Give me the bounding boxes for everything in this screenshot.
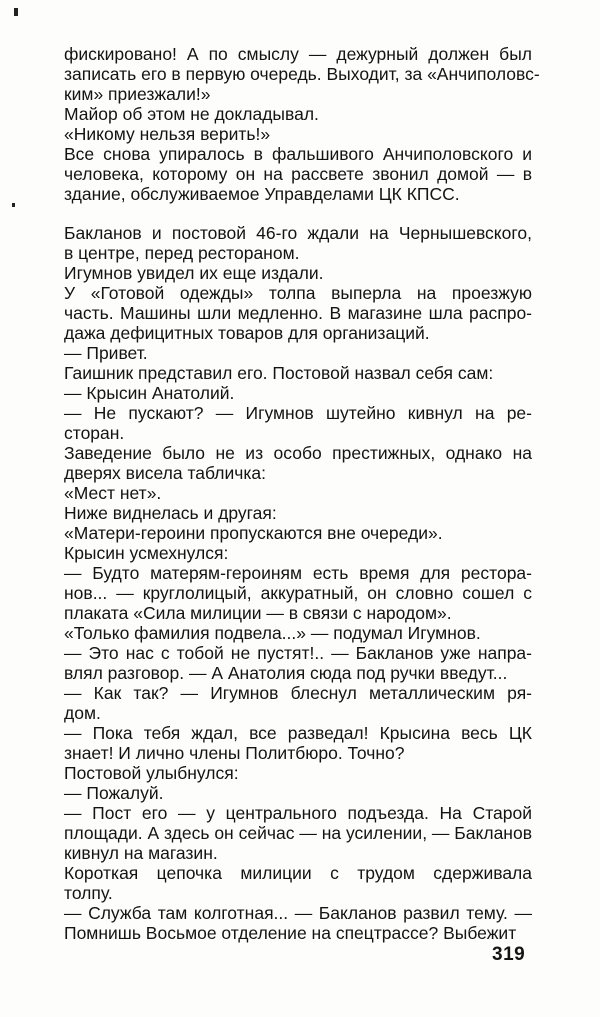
text-line: Ниже виднелась и другая: [64,503,277,523]
text-line: нов... — круглолицый, аккуратный, он словно сошел с [64,583,532,603]
text-line: Бакланов и постовой 46-го ждали на Чернышевского, [64,223,532,243]
paragraph [64,643,532,683]
text-line: Крысин усмехнулся: [64,543,229,563]
paragraph [64,223,532,263]
paragraph [64,543,532,563]
paragraph [64,443,532,483]
paragraph [64,44,540,104]
paragraph [64,763,532,783]
text-line: — Будто матерям-героиням есть время для рестора- [64,563,532,583]
paragraph [64,363,532,383]
text-line: — Как так? — Игумнов блеснул металлическим ря- [64,683,532,703]
text-line: в центре, перед рестораном. [64,243,300,263]
text-line: «Никому нельзя верить!» [64,124,271,144]
text-line: «Только фамилия подвела...» — подумал Игумнов. [64,623,481,643]
text-line: — Это нас с тобой не пустят!.. — Бакланов уже напра- [64,643,532,663]
text-line: Игумнов увидел их еще издали. [64,263,324,283]
text-line: «Мест нет». [64,483,162,503]
text-line: сторан. [64,423,125,443]
paragraph [64,283,532,343]
text-line: Все снова упиралось в фальшивого Анчиполовского и [64,144,532,164]
paragraph [64,104,532,124]
text-line: дом. [64,703,101,723]
page-number: 319 [492,944,526,965]
paragraph [64,343,532,363]
text-line: Постовой улыбнулся: [64,763,239,783]
text-line: площади. А здесь он сейчас — на усилении, — Бакланов [64,823,532,843]
paragraph [64,483,532,503]
text-line: — Не пускают? — Игумнов шутейно кивнул на ре- [64,403,532,423]
text-line: — Служба там колготная... — Бакланов развил тему. — [64,903,532,923]
text-line: дажа дефицитных товаров для организаций. [64,323,430,343]
text-line: фискировано! А по смыслу — дежурный должен был [64,44,532,64]
section-break [64,204,532,223]
text-line: толпу. [64,883,113,903]
text-line: Гаишник представил его. Постовой назвал себя сам: [64,363,494,383]
paragraph [64,503,532,523]
print-mark [12,203,15,207]
paragraph [64,683,532,723]
text-line: — Пожалуй. [64,783,164,803]
text-line: — Пока тебя ждал, все разведал! Крысина весь ЦК [64,723,532,743]
paragraph [64,723,532,763]
paragraph [64,124,532,144]
paragraph [64,803,532,863]
text-line: Майор об этом не докладывал. [64,104,319,124]
paragraph [64,263,532,283]
text-line: — Крысин Анатолий. [64,383,235,403]
text-line: здание, обслуживаемое Управделами ЦК КПСС. [64,184,460,204]
text-line: плаката «Сила милиции — в связи с народом». [64,603,452,623]
text-line: Короткая цепочка милиции с трудом сдерживала [64,863,532,883]
text-line: — Пост его — у центрального подъезда. На Старой [64,803,532,823]
paragraph [64,403,532,443]
text-line: человека, которому он на рассвете звонил домой — в [64,164,532,184]
text-line: У «Готовой одежды» толпа выперла на проезжую [64,283,532,303]
page-text [64,44,540,943]
text-line: влял разговор. — А Анатолия сюда под ручки введут... [64,663,508,683]
print-mark [14,8,18,16]
text-line: Помнишь Восьмое отделение на спецтрассе? Выбежит [64,923,517,943]
paragraph [64,783,532,803]
text-line: Заведение было не из особо престижных, однако на [64,443,532,463]
paragraph [64,863,532,903]
text-line: часть. Машины шли медленно. В магазине шла распро- [64,303,532,323]
text-line: ким» приезжали!» [64,84,211,104]
paragraph [64,563,532,623]
text-line: дверях висела табличка: [64,463,266,483]
text-line: знает! И лично члены Политбюро. Точно? [64,743,405,763]
text-line: кивнул на магазин. [64,843,218,863]
paragraph [64,623,532,643]
text-line: — Привет. [64,343,148,363]
paragraph [64,383,532,403]
text-line: записать его в первую очередь. Выходит, за «Анчиполовс- [64,64,540,84]
text-line: «Матери-героини пропускаются вне очереди». [64,523,443,543]
paragraph [64,144,532,204]
paragraph [64,523,532,543]
paragraph [64,903,532,943]
